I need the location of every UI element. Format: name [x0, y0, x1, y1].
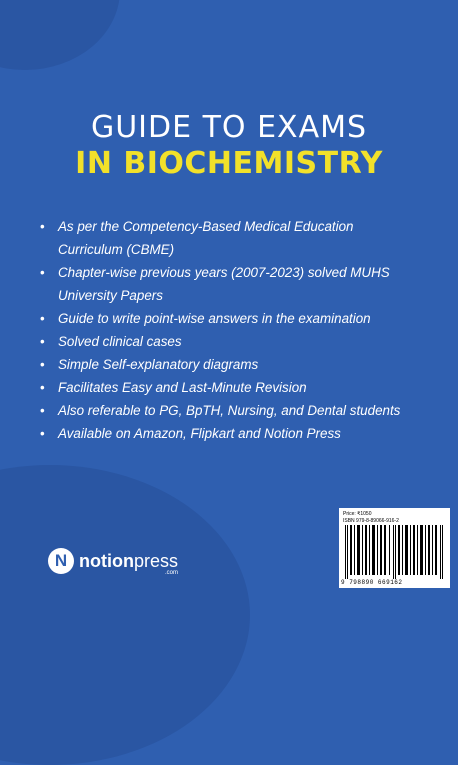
title-line-1: GUIDE TO EXAMS [90, 110, 368, 145]
decorative-circle-top-left [0, 0, 120, 70]
feature-item: • Simple Self-explanatory diagrams [40, 354, 440, 376]
barcode-bars [343, 525, 446, 579]
bullet-icon: • [40, 334, 45, 349]
feature-item: • Also referable to PG, BpTH, Nursing, and Dental students [40, 400, 440, 422]
bullet-icon: • [40, 265, 45, 280]
bullet-icon: • [40, 219, 45, 234]
bullet-icon: • [40, 426, 45, 441]
feature-item: • As per the Competency-Based Medical Education [40, 216, 440, 238]
feature-item-continued: University Papers [58, 288, 163, 303]
feature-item-continued: Curriculum (CBME) [58, 242, 175, 257]
barcode-number: 9 798890 669162 [341, 579, 403, 586]
bullet-icon: • [40, 403, 45, 418]
feature-item: • Solved clinical cases [40, 331, 440, 353]
decorative-circle-bottom-left [0, 465, 250, 765]
publisher-logo [48, 546, 178, 576]
feature-list [40, 216, 440, 446]
price-label: Price: ₹1050 [343, 511, 372, 517]
feature-item: • Facilitates Easy and Last-Minute Revision [40, 377, 440, 399]
feature-item: • Chapter-wise previous years (2007-2023) solved MUHS [40, 262, 440, 284]
isbn-barcode [339, 508, 450, 588]
title-line-2: IN BIOCHEMISTRY [75, 146, 383, 181]
feature-item: • Available on Amazon, Flipkart and Notion Press [40, 423, 440, 445]
feature-item: • Guide to write point-wise answers in the examination [40, 308, 440, 330]
bullet-icon: • [40, 380, 45, 395]
publisher-wordmark: notionpress .com [79, 550, 178, 576]
isbn-label: ISBN 979-8-89066-916-2 [343, 518, 399, 524]
notion-press-logo-icon: N [48, 548, 74, 574]
bullet-icon: • [40, 311, 45, 326]
bullet-icon: • [40, 357, 45, 372]
